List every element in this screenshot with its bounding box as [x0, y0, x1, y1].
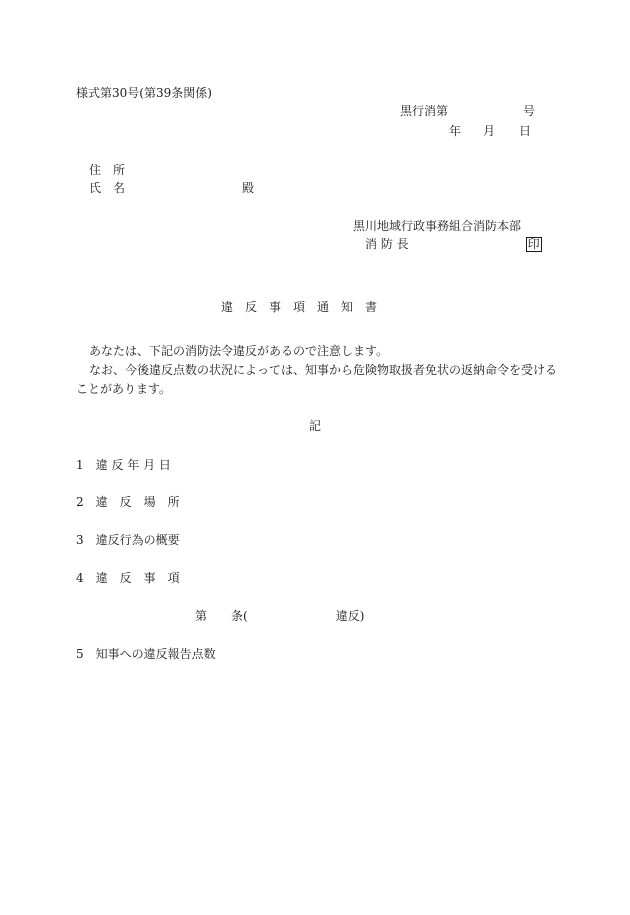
document-number-suffix: 号 [523, 104, 536, 118]
recipient-name-row [89, 181, 254, 195]
item-number: 1 [76, 458, 84, 472]
date-day: 日 [519, 124, 532, 138]
document-number-prefix: 黒行消第 [400, 104, 449, 118]
article-jo: 条( [231, 609, 248, 623]
recipient-address-label: 住 所 [89, 163, 126, 177]
date-year: 年 [449, 124, 462, 138]
list-item [76, 495, 180, 509]
article-reference [195, 609, 364, 623]
list-item [76, 647, 216, 661]
item-number: 5 [76, 647, 84, 661]
sender-title-row [365, 237, 542, 252]
article-ihan: 違反) [335, 609, 365, 623]
ki-heading: 記 [309, 419, 322, 433]
sender-title: 消 防 長 [365, 237, 409, 251]
sender-organization: 黒川地域行政事務組合消防本部 [353, 219, 522, 233]
recipient-honorific: 殿 [242, 181, 255, 195]
item-label: 違 反 場 所 [95, 495, 180, 509]
item-number: 3 [76, 533, 84, 547]
body-text [76, 342, 558, 399]
recipient-name-label: 氏 名 [89, 181, 126, 195]
document-title: 違 反 事 項 通 知 書 [221, 300, 378, 314]
list-item [76, 533, 180, 547]
document-number [400, 104, 535, 118]
item-label: 違 反 年 月 日 [95, 458, 171, 472]
list-item [76, 571, 180, 585]
article-dai: 第 [195, 609, 208, 623]
date-month: 月 [483, 124, 496, 138]
body-paragraph-1: あなたは、下記の消防法令違反があるので注意します。 [89, 344, 389, 358]
item-number: 4 [76, 571, 84, 585]
list-item [76, 458, 171, 472]
item-number: 2 [76, 495, 84, 509]
issue-date [449, 124, 531, 138]
body-paragraph-2: なお、今後違反点数の状況によっては、知事から危険物取扱者免状の返納命令を受けることがあります。 [76, 363, 558, 396]
item-label: 知事への違反報告点数 [95, 647, 216, 661]
item-label: 違 反 事 項 [95, 571, 180, 585]
seal-mark: 印 [527, 237, 540, 251]
form-label: 様式第30号(第39条関係) [76, 86, 212, 100]
item-label: 違反行為の概要 [95, 533, 180, 547]
